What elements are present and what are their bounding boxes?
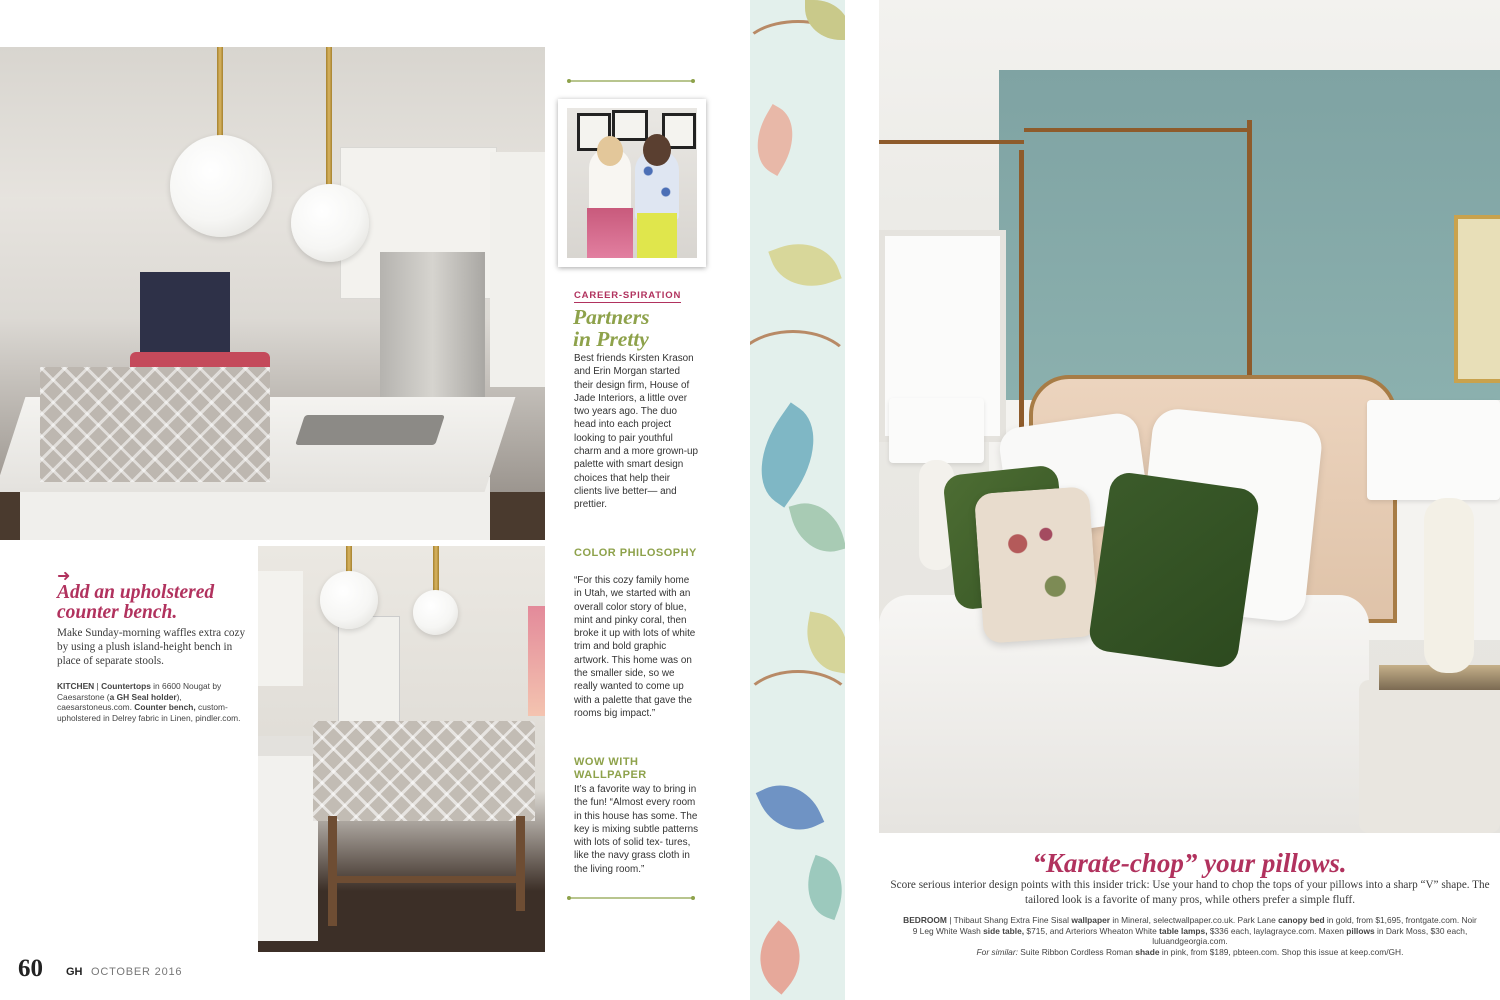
credit-label: Counter bench,	[134, 702, 196, 713]
counter-bench	[40, 367, 270, 482]
designer-skirt	[587, 208, 633, 258]
color-philosophy-label: COLOR PHILOSOPHY	[574, 547, 697, 559]
tip-pillows-body: Score serious interior design points with this insider trick: Use your hand to chop the tops of your pillows into a sharp “V” shape. The tailored look is a favorite of many pros, while others prefer a simple fluff.	[890, 879, 1490, 906]
pendant-rod	[326, 47, 332, 187]
credit-text: $336 each, laylagrayce.com. Maxen	[1207, 925, 1347, 936]
wall-art	[528, 606, 545, 716]
lamp-shade	[1367, 400, 1500, 500]
sidebar-kicker: CAREER-SPIRATION	[574, 290, 682, 301]
pendant-globe	[291, 184, 369, 262]
issue-date: OCTOBER 2016	[91, 966, 183, 978]
leaf	[750, 402, 836, 507]
leaf	[801, 612, 845, 674]
designer-head	[597, 136, 623, 166]
canopy-rail	[1024, 128, 1249, 132]
upholstered-bench	[313, 721, 535, 821]
designers-photo	[567, 108, 697, 258]
credit-text: custom-upholstered in Delrey fabric in Linen, pindler.com.	[57, 702, 241, 724]
magazine-logo: GH	[66, 966, 83, 978]
credit-similar: For similar:	[976, 946, 1018, 957]
decorative-rule	[566, 76, 696, 86]
tip-bench-title-line: Add an upholstered	[57, 582, 215, 603]
credit-label: table lamps,	[1159, 925, 1208, 936]
credit-label: Countertops	[101, 681, 151, 691]
tip-pillows-title: “Karate-chop” your pillows.	[1032, 848, 1347, 878]
pendant-globe	[170, 135, 272, 237]
tip-bench-body: Make Sunday-morning waffles extra cozy by using a plush island-height bench in place of separate stools.	[57, 627, 246, 668]
vine	[750, 670, 845, 746]
leaf	[768, 231, 841, 299]
credit-text: Suite Ribbon Cordless Roman	[1017, 946, 1136, 957]
tip-bench-credits: KITCHEN | Countertops in 6600 Nougat by Caesarstone (a GH Seal holder), caesarstoneus.com. Counter bench, custom-upholstered in Delrey fabric in Linen, pindler.com.	[57, 681, 241, 724]
wall-cabinet	[258, 571, 303, 686]
leaf	[756, 772, 825, 843]
pendant-globe	[413, 590, 458, 635]
designer-skirt	[637, 213, 677, 258]
island-sink	[295, 415, 445, 445]
color-philosophy-body: “For this cozy family home in Utah, we started with an overall color story of blue, mint and pinky coral, then broke it up with lots of white trim and bold graphic artwork. This home was on the smaller side, so we really wanted to come up with a palette that gave the rooms big impact.”	[574, 575, 696, 719]
credit-text: Thibaut Shang Extra Fine Sisal	[951, 915, 1072, 925]
lamp-base	[1424, 498, 1474, 673]
leaf	[797, 855, 845, 920]
sidebar-intro: Best friends Kirsten Krason and Erin Morgan started their design firm, House of Jade Interiors, a little over two years ago. The duo head into each project looking to pair youthful charm and a more grown-up palette with smart design choices that help their clients live better— and prettier.	[574, 353, 699, 511]
bench-rail	[330, 876, 520, 883]
side-cabinet	[490, 152, 545, 387]
pendant-globe	[320, 571, 378, 629]
credit-text: in pink, from $189, pbteen.com. Shop this issue at keep.com/GH.	[1159, 946, 1404, 957]
wallpaper-body: It’s a favorite way to bring in the fun! “Almost every room in this house has some. The key is mixing subtle patterns with lots of solid tex- tures, like the navy grass cloth in the living room.”	[574, 784, 699, 875]
kitchen-photo	[0, 47, 545, 540]
designer-head	[643, 134, 671, 166]
tip-bench-title-line: counter bench.	[57, 602, 178, 623]
credit-text: in Dark Moss, $30 each, luluandgeorgia.com.	[1152, 925, 1468, 947]
leaf	[750, 104, 807, 176]
tip-bench-title	[57, 583, 257, 623]
lamp-shade	[889, 398, 984, 463]
vine	[750, 330, 845, 416]
credit-label: canopy bed	[1278, 915, 1325, 925]
sidebar-title-line: Partners	[573, 305, 650, 329]
floral-pillow	[974, 486, 1099, 644]
credit-label: side table,	[983, 925, 1025, 936]
side-table	[1359, 680, 1500, 833]
credit-text: in gold, from $1,695, frontgate.com. Noir 9 Leg White Wash	[912, 915, 1477, 936]
wallpaper-strip	[750, 0, 845, 1000]
pendant-rod	[217, 47, 223, 142]
sidebar-title	[573, 307, 713, 350]
wall-frame	[612, 110, 648, 141]
credit-text: ), caesarstoneus.com.	[57, 691, 182, 713]
arrow-icon: ➜	[57, 568, 71, 585]
page-number: 60	[18, 955, 43, 982]
pendant-rod	[433, 546, 439, 596]
bench-photo	[258, 546, 545, 952]
bench-leg	[328, 816, 337, 926]
credit-text: in 6600 Nougat by Caesarstone (	[57, 681, 222, 702]
bench-leg	[516, 816, 525, 911]
leaf	[789, 495, 845, 560]
credit-text: $715, and Arteriors Wheaton White	[1024, 925, 1160, 936]
refrigerator	[380, 252, 485, 397]
credit-room: KITCHEN	[57, 681, 95, 691]
framed-art	[1454, 215, 1500, 383]
tip-pillows-credits: BEDROOM | Thibaut Shang Extra Fine Sisal wallpaper in Mineral, selectwallpaper.co.uk. Park Lane canopy bed in gold, from $1,695, frontgate.com. Noir 9 Leg White Wash side table, $715, and Arteriors Wheaton White table lamps, $336 each, laylagrayce.com. Maxen pillows in Dark Moss, $30 each, luluandgeorgia.com. For similar: Suite Ribbon Cordless Roman shade in pink, from $189, pbteen.com. Shop this issue at keep.com/GH.	[903, 915, 1477, 957]
wallpaper-label: WOW WITH WALLPAPER	[574, 756, 647, 781]
sidebar-title-line: in Pretty	[573, 326, 649, 351]
leaf	[750, 920, 817, 994]
credit-text: in Mineral, selectwallpaper.co.uk. Park Lane	[1110, 915, 1279, 925]
credit-room: BEDROOM	[903, 915, 947, 925]
credit-label: shade	[1135, 946, 1160, 957]
credit-seal: a GH Seal holder	[109, 691, 177, 702]
canopy-rail	[879, 140, 1024, 144]
credit-label: pillows	[1346, 925, 1375, 936]
credit-label: wallpaper	[1071, 915, 1110, 925]
island-base	[258, 756, 318, 941]
green-velvet-pillow	[1087, 470, 1261, 669]
bedroom-photo	[879, 0, 1500, 833]
decorative-rule	[566, 893, 696, 903]
